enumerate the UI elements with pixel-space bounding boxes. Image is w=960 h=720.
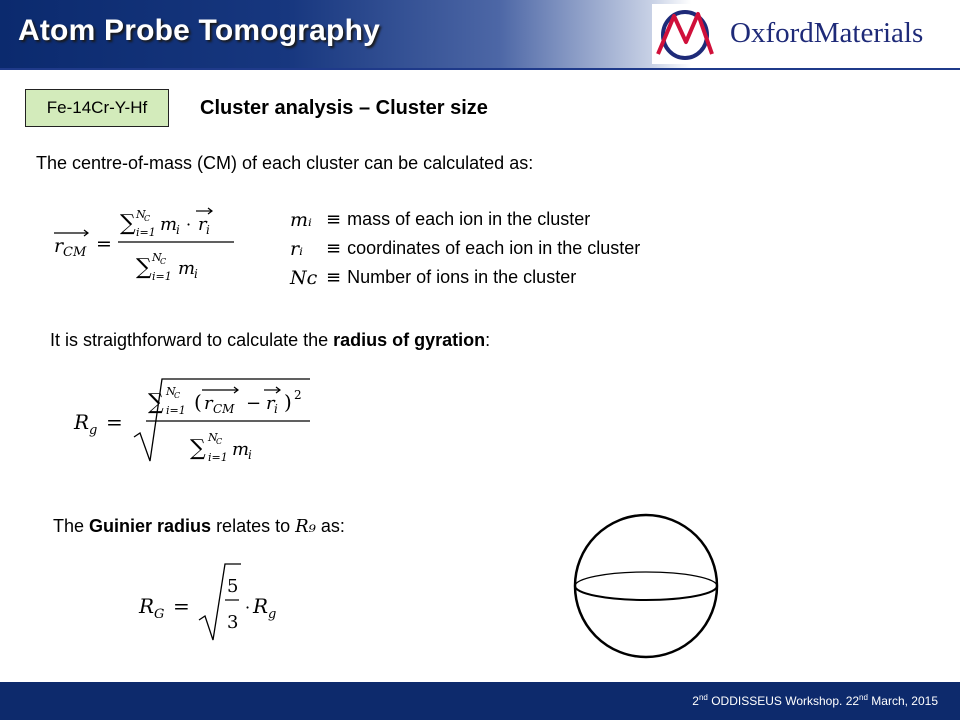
equivalence-sign: ≡ (326, 209, 342, 230)
svg-text:=: = (106, 410, 123, 434)
definition-text: coordinates of each ion in the cluster (347, 238, 641, 258)
alloy-tag: Fe-14Cr-Y-Hf (25, 89, 169, 127)
svg-text:−: − (246, 393, 262, 414)
definition-symbol: rᵢ (290, 237, 303, 260)
svg-text:i: i (194, 267, 198, 281)
oxford-materials-logo (652, 4, 956, 64)
svg-text:g: g (89, 423, 98, 438)
guinier-text-suffix: relates to (211, 516, 296, 536)
header-divider (0, 68, 960, 70)
svg-text:C: C (216, 437, 223, 446)
svg-text:∑: ∑ (190, 436, 206, 461)
logo-text: OxfordMaterials (730, 17, 924, 49)
slide-subtitle: Cluster analysis – Cluster size (200, 97, 488, 119)
intro-text: The centre-of-mass (CM) of each cluster can be calculated as: (36, 153, 534, 173)
sphere-diagram (570, 510, 726, 666)
svg-text:i: i (176, 223, 180, 237)
definition-symbol: Nᴄ (290, 266, 318, 289)
page-title: Atom Probe Tomography (18, 14, 380, 47)
svg-text:i=1: i=1 (136, 226, 156, 239)
svg-text:r: r (266, 393, 275, 414)
radius-text-suffix: : (485, 330, 491, 350)
svg-text:R: R (253, 594, 269, 618)
definition-text: mass of each ion in the cluster (347, 209, 591, 229)
definition-count (290, 263, 640, 292)
definition-coordinates (290, 234, 640, 263)
radius-of-gyration-equation (70, 375, 330, 470)
svg-text:i: i (206, 223, 210, 237)
svg-text:N: N (152, 251, 162, 264)
guinier-symbol: R₉ (295, 516, 316, 537)
radius-of-gyration-text (50, 330, 490, 351)
svg-text:2: 2 (294, 388, 302, 402)
svg-text:r: r (54, 235, 64, 257)
footer-ordinal: 2 (692, 694, 699, 708)
svg-text:m: m (178, 258, 196, 279)
svg-text:m: m (232, 439, 250, 460)
svg-text:G: G (154, 607, 165, 622)
footer-bar (0, 682, 960, 720)
svg-text:N: N (166, 385, 176, 398)
svg-text:): ) (284, 390, 292, 414)
svg-text:∑: ∑ (148, 390, 164, 415)
radius-text-prefix: It is straigthforward to calculate the (50, 330, 334, 350)
guinier-text-prefix: The (53, 516, 90, 536)
svg-text:i=1: i=1 (166, 404, 186, 417)
footer-text (692, 693, 938, 708)
definition-text: Number of ions in the cluster (347, 267, 577, 287)
definition-list (290, 205, 640, 292)
equivalence-sign: ≡ (326, 267, 342, 288)
svg-text:m: m (160, 214, 178, 235)
svg-text:=: = (173, 594, 190, 618)
svg-text:i=1: i=1 (208, 451, 228, 464)
radius-text-bold: radius of gyration (333, 330, 486, 350)
footer-ordinal-suffix: nd (698, 693, 708, 702)
definition-mass (290, 205, 640, 234)
oxford-logo-icon (652, 6, 720, 62)
svg-text:∑: ∑ (136, 255, 152, 280)
svg-text:·: · (186, 215, 192, 234)
svg-text:C: C (144, 214, 151, 223)
svg-text:i: i (274, 402, 278, 416)
svg-text:·: · (245, 598, 251, 617)
svg-text:r: r (198, 214, 207, 235)
svg-text:r: r (204, 393, 213, 414)
guinier-text-bold: Guinier radius (89, 516, 212, 536)
guinier-radius-text (53, 516, 345, 537)
guinier-text-end: as: (315, 516, 345, 536)
centre-of-mass-equation (48, 198, 248, 288)
svg-text:3: 3 (227, 612, 239, 633)
footer-date: March, 2015 (867, 694, 938, 708)
svg-text:CM: CM (63, 245, 87, 260)
svg-text:(: ( (194, 390, 202, 414)
svg-text:N: N (208, 431, 218, 444)
svg-text:5: 5 (227, 576, 239, 597)
svg-text:i: i (248, 448, 252, 462)
guinier-radius-equation (135, 560, 285, 645)
definition-symbol: mᵢ (290, 208, 312, 231)
svg-text:R: R (74, 410, 90, 434)
equivalence-sign: ≡ (326, 238, 342, 259)
svg-text:i=1: i=1 (152, 270, 172, 283)
svg-text:R: R (139, 594, 155, 618)
svg-text:=: = (96, 233, 112, 255)
footer-workshop: ODDISSEUS Workshop. 22 (707, 694, 860, 708)
svg-text:N: N (136, 208, 146, 221)
svg-text:g: g (268, 607, 277, 622)
svg-text:C: C (174, 391, 181, 400)
footer-date-suffix: nd (859, 693, 868, 702)
svg-text:∑: ∑ (120, 211, 136, 236)
svg-text:CM: CM (213, 402, 235, 416)
svg-text:C: C (160, 257, 167, 266)
